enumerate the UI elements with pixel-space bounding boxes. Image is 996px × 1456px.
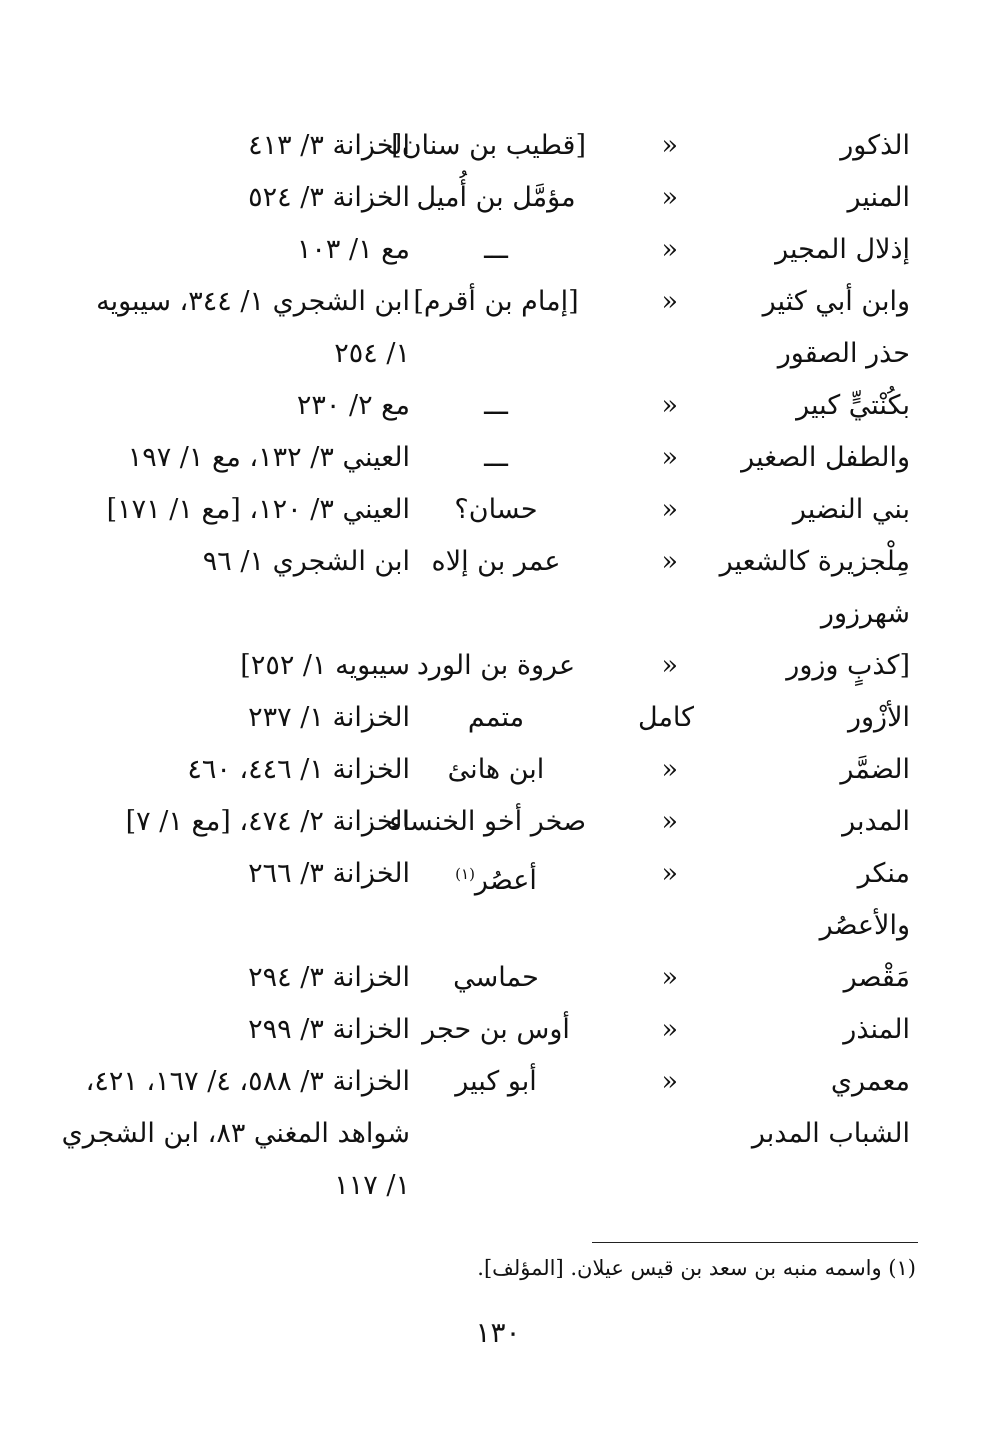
index-row	[0, 1004, 996, 1056]
rhyme-cell: الشباب المدبر	[751, 1118, 910, 1149]
poet-cell: ـــ	[484, 234, 508, 265]
rhyme-cell: المدبر	[842, 806, 910, 837]
source-cell: العيني ٣/ ١٣٢، مع ١/ ١٩٧	[127, 442, 410, 473]
meter-cell: «	[661, 442, 678, 473]
meter-cell: «	[661, 858, 678, 889]
rhyme-cell: شهرزور	[820, 598, 910, 629]
source-cell: شواهد المغني ٨٣، ابن الشجري	[61, 1118, 410, 1149]
poet-cell: [قطيب بن سنان]	[391, 130, 586, 161]
poet-cell: حماسي	[453, 962, 539, 993]
poet-cell: [إمام بن أقرم]	[413, 286, 579, 317]
index-row	[0, 432, 996, 484]
index-row	[0, 380, 996, 432]
source-cell: الخزانة ٣/ ٢٦٦	[248, 858, 410, 889]
rhyme-cell: والطفل الصغير	[741, 442, 910, 473]
poet-cell: حسان؟	[454, 494, 538, 525]
index-row	[0, 588, 996, 640]
source-cell: ابن الشجري ١/ ٣٤٤، سيبويه	[96, 286, 410, 317]
rhyme-cell: منكر	[857, 858, 910, 889]
poet-cell: أوس بن حجر	[422, 1014, 570, 1045]
poet-cell: ـــ	[484, 390, 508, 421]
poet-cell: مؤمَّل بن أُميل	[416, 182, 576, 213]
meter-cell: كامل	[638, 702, 694, 733]
meter-cell: «	[661, 390, 678, 421]
poet-cell: عروة بن الورد	[416, 650, 576, 681]
poet-cell: أبو كبير	[455, 1066, 537, 1097]
poet-name: أعصُر	[474, 865, 537, 896]
index-row	[0, 484, 996, 536]
rhyme-cell: حذر الصقور	[777, 338, 910, 369]
rhyme-cell: الذكور	[840, 130, 910, 161]
meter-cell: «	[661, 1066, 678, 1097]
rhyme-cell: مَقْصر	[843, 962, 910, 993]
rhyme-cell: والأعصُر	[819, 910, 910, 941]
index-row	[0, 952, 996, 1004]
poet-cell: ابن هانئ	[447, 754, 545, 785]
poet-cell: صخر أخو الخنساء	[389, 806, 586, 837]
rhyme-cell: المنذر	[843, 1014, 910, 1045]
index-row	[0, 900, 996, 952]
index-row	[0, 276, 996, 328]
rhyme-cell: المنير	[847, 182, 910, 213]
index-row	[0, 640, 996, 692]
page-number: ١٣٠	[475, 1316, 521, 1349]
index-row	[0, 224, 996, 276]
index-row	[0, 1108, 996, 1160]
source-cell: الخزانة ٣/ ٥٢٤	[248, 182, 410, 213]
source-cell: سيبويه ١/ ٢٥٢]	[240, 650, 410, 681]
poet-cell: عمر بن إلاه	[431, 546, 561, 577]
source-cell: الخزانة ١/ ٢٣٧	[248, 702, 410, 733]
rhyme-cell: معمري	[830, 1066, 910, 1097]
source-cell: مع ٢/ ٢٣٠	[296, 390, 410, 421]
source-cell: مع ١/ ١٠٣	[296, 234, 410, 265]
meter-cell: «	[661, 806, 678, 837]
meter-cell: «	[661, 494, 678, 525]
index-row	[0, 120, 996, 172]
footnote-separator	[592, 1242, 918, 1243]
verse-index-table	[0, 120, 996, 1212]
meter-cell: «	[661, 182, 678, 213]
meter-cell: «	[661, 130, 678, 161]
meter-cell: «	[661, 546, 678, 577]
rhyme-cell: وابن أبي كثير	[762, 286, 910, 317]
rhyme-cell: الضمَّر	[840, 754, 910, 785]
meter-cell: «	[661, 1014, 678, 1045]
rhyme-cell: مِلْجزيرة كالشعير	[719, 546, 910, 577]
source-cell: الخزانة ٢/ ٤٧٤، [مع ١/ ٧]	[125, 806, 410, 837]
poet-cell	[406, 848, 586, 907]
poet-cell: متمم	[467, 702, 525, 733]
rhyme-cell: الأزْور	[847, 702, 910, 733]
footnote: (١) واسمه منبه بن سعد بن قيس عيلان. [المؤلف].	[477, 1256, 916, 1280]
meter-cell: «	[661, 754, 678, 785]
source-cell: الخزانة ١/ ٤٤٦، ٤٦٠	[187, 754, 410, 785]
index-row	[0, 172, 996, 224]
meter-cell: «	[661, 234, 678, 265]
source-cell: ١/ ٢٥٤	[334, 338, 410, 369]
index-row	[0, 328, 996, 380]
meter-cell: «	[661, 650, 678, 681]
source-cell: الخزانة ٣/ ٢٩٤	[248, 962, 410, 993]
rhyme-cell: بكُنْتيٍّ كبير	[796, 390, 910, 421]
rhyme-cell: [كذبٍ وزور	[786, 650, 910, 681]
source-cell: الخزانة ٣/ ٤١٣	[248, 130, 410, 161]
index-row	[0, 744, 996, 796]
rhyme-cell: إذلال المجير	[775, 234, 910, 265]
source-cell: ابن الشجري ١/ ٩٦	[202, 546, 410, 577]
poet-cell: ـــ	[484, 442, 508, 473]
meter-cell: «	[661, 286, 678, 317]
index-row	[0, 1160, 996, 1212]
source-cell: الخزانة ٣/ ٢٩٩	[248, 1014, 410, 1045]
index-row	[0, 1056, 996, 1108]
index-row	[0, 796, 996, 848]
rhyme-cell: بني النضير	[792, 494, 910, 525]
source-cell: العيني ٣/ ١٢٠، [مع ١/ ١٧١]	[106, 494, 410, 525]
index-row	[0, 692, 996, 744]
meter-cell: «	[661, 962, 678, 993]
footnote-marker: (١)	[455, 865, 475, 883]
source-cell: ١/ ١١٧	[334, 1170, 410, 1201]
index-row	[0, 536, 996, 588]
index-row	[0, 848, 996, 900]
source-cell: الخزانة ٣/ ٥٨٨، ٤/ ١٦٧، ٤٢١،	[85, 1066, 410, 1097]
